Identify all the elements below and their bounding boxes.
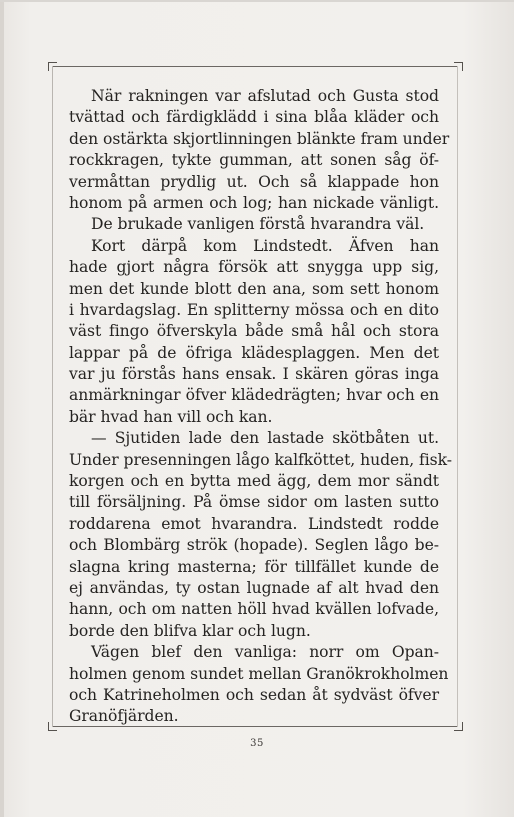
- text-line: Vägen blef den vanliga: norr om Opan-: [91, 643, 439, 662]
- page-top-edge: [0, 0, 514, 2]
- text-line: och Katrineholmen och sedan åt sydväst öfver: [69, 685, 439, 704]
- text-line: hade gjort några försök att snygga upp sig,: [69, 258, 439, 277]
- text-line: anmärkningar öfver klädedrägten; hvar och en: [69, 386, 439, 405]
- frame-left-rule: [52, 66, 53, 727]
- frame-corner-top-left: [48, 62, 57, 71]
- spine-shadow: [0, 0, 4, 817]
- text-line: tvättad och färdigklädd i sina blåa kläder och: [69, 108, 439, 127]
- frame-right-rule: [457, 66, 458, 727]
- text-line: till försäljning. På ömse sidor om lasten sutto: [69, 493, 439, 512]
- body-text: [69, 86, 452, 728]
- frame-corner-bottom-right: [454, 722, 463, 731]
- text-line: rockkragen, tykte gumman, att sonen såg öf-: [69, 151, 439, 170]
- text-line: Granöfjärden.: [69, 707, 179, 726]
- text-line: ej användas, ty ostan lugnade af alt hvad den: [69, 578, 439, 597]
- frame-corner-bottom-left: [48, 722, 57, 731]
- text-line: honom på armen och log; han nickade vänligt.: [69, 193, 439, 212]
- text-line: i hvardagslag. En splitterny mössa och en dito: [69, 300, 439, 319]
- text-line: bär hvad han vill och kan.: [69, 407, 273, 426]
- text-line: Under presenningen lågo kalfköttet, huden, fisk-: [69, 450, 452, 469]
- text-line: roddarena emot hvarandra. Lindstedt rodde: [69, 514, 439, 533]
- text-line: men det kunde blott den ana, som sett honom: [69, 279, 439, 298]
- text-line: och Blombärg strök (hopade). Seglen lågo be-: [69, 536, 439, 555]
- frame-top-rule: [52, 66, 458, 67]
- text-line: De brukade vanligen förstå hvarandra väl.: [91, 215, 425, 234]
- text-line: — Sjutiden lade den lastade skötbåten ut.: [91, 429, 439, 448]
- page-number: 35: [250, 738, 264, 749]
- text-line: var ju förstås hans ensak. I skären göras inga: [69, 365, 439, 384]
- text-line: vermåttan prydlig ut. Och så klappade hon: [69, 172, 439, 191]
- text-line: väst fingo öfverskyla både små hål och stora: [69, 322, 439, 341]
- text-line: korgen och en bytta med ägg, dem mor sändt: [69, 472, 439, 491]
- text-line: holmen genom sundet mellan Granökrokholmen: [69, 664, 449, 683]
- text-line: borde den blifva klar och lugn.: [69, 621, 311, 640]
- text-line: Kort därpå kom Lindstedt. Äfven han: [91, 236, 439, 255]
- text-line: slagna kring masterna; för tillfället kunde de: [69, 557, 439, 576]
- text-line: den ostärkta skjortlinningen blänkte fram under: [69, 129, 450, 148]
- frame-corner-top-right: [454, 62, 463, 71]
- text-line: lappar på de öfriga klädesplaggen. Men det: [69, 343, 439, 362]
- text-line: När rakningen var afslutad och Gusta stod: [91, 87, 439, 105]
- text-line: hann, och om natten höll hvad kvällen lofvade,: [69, 600, 439, 619]
